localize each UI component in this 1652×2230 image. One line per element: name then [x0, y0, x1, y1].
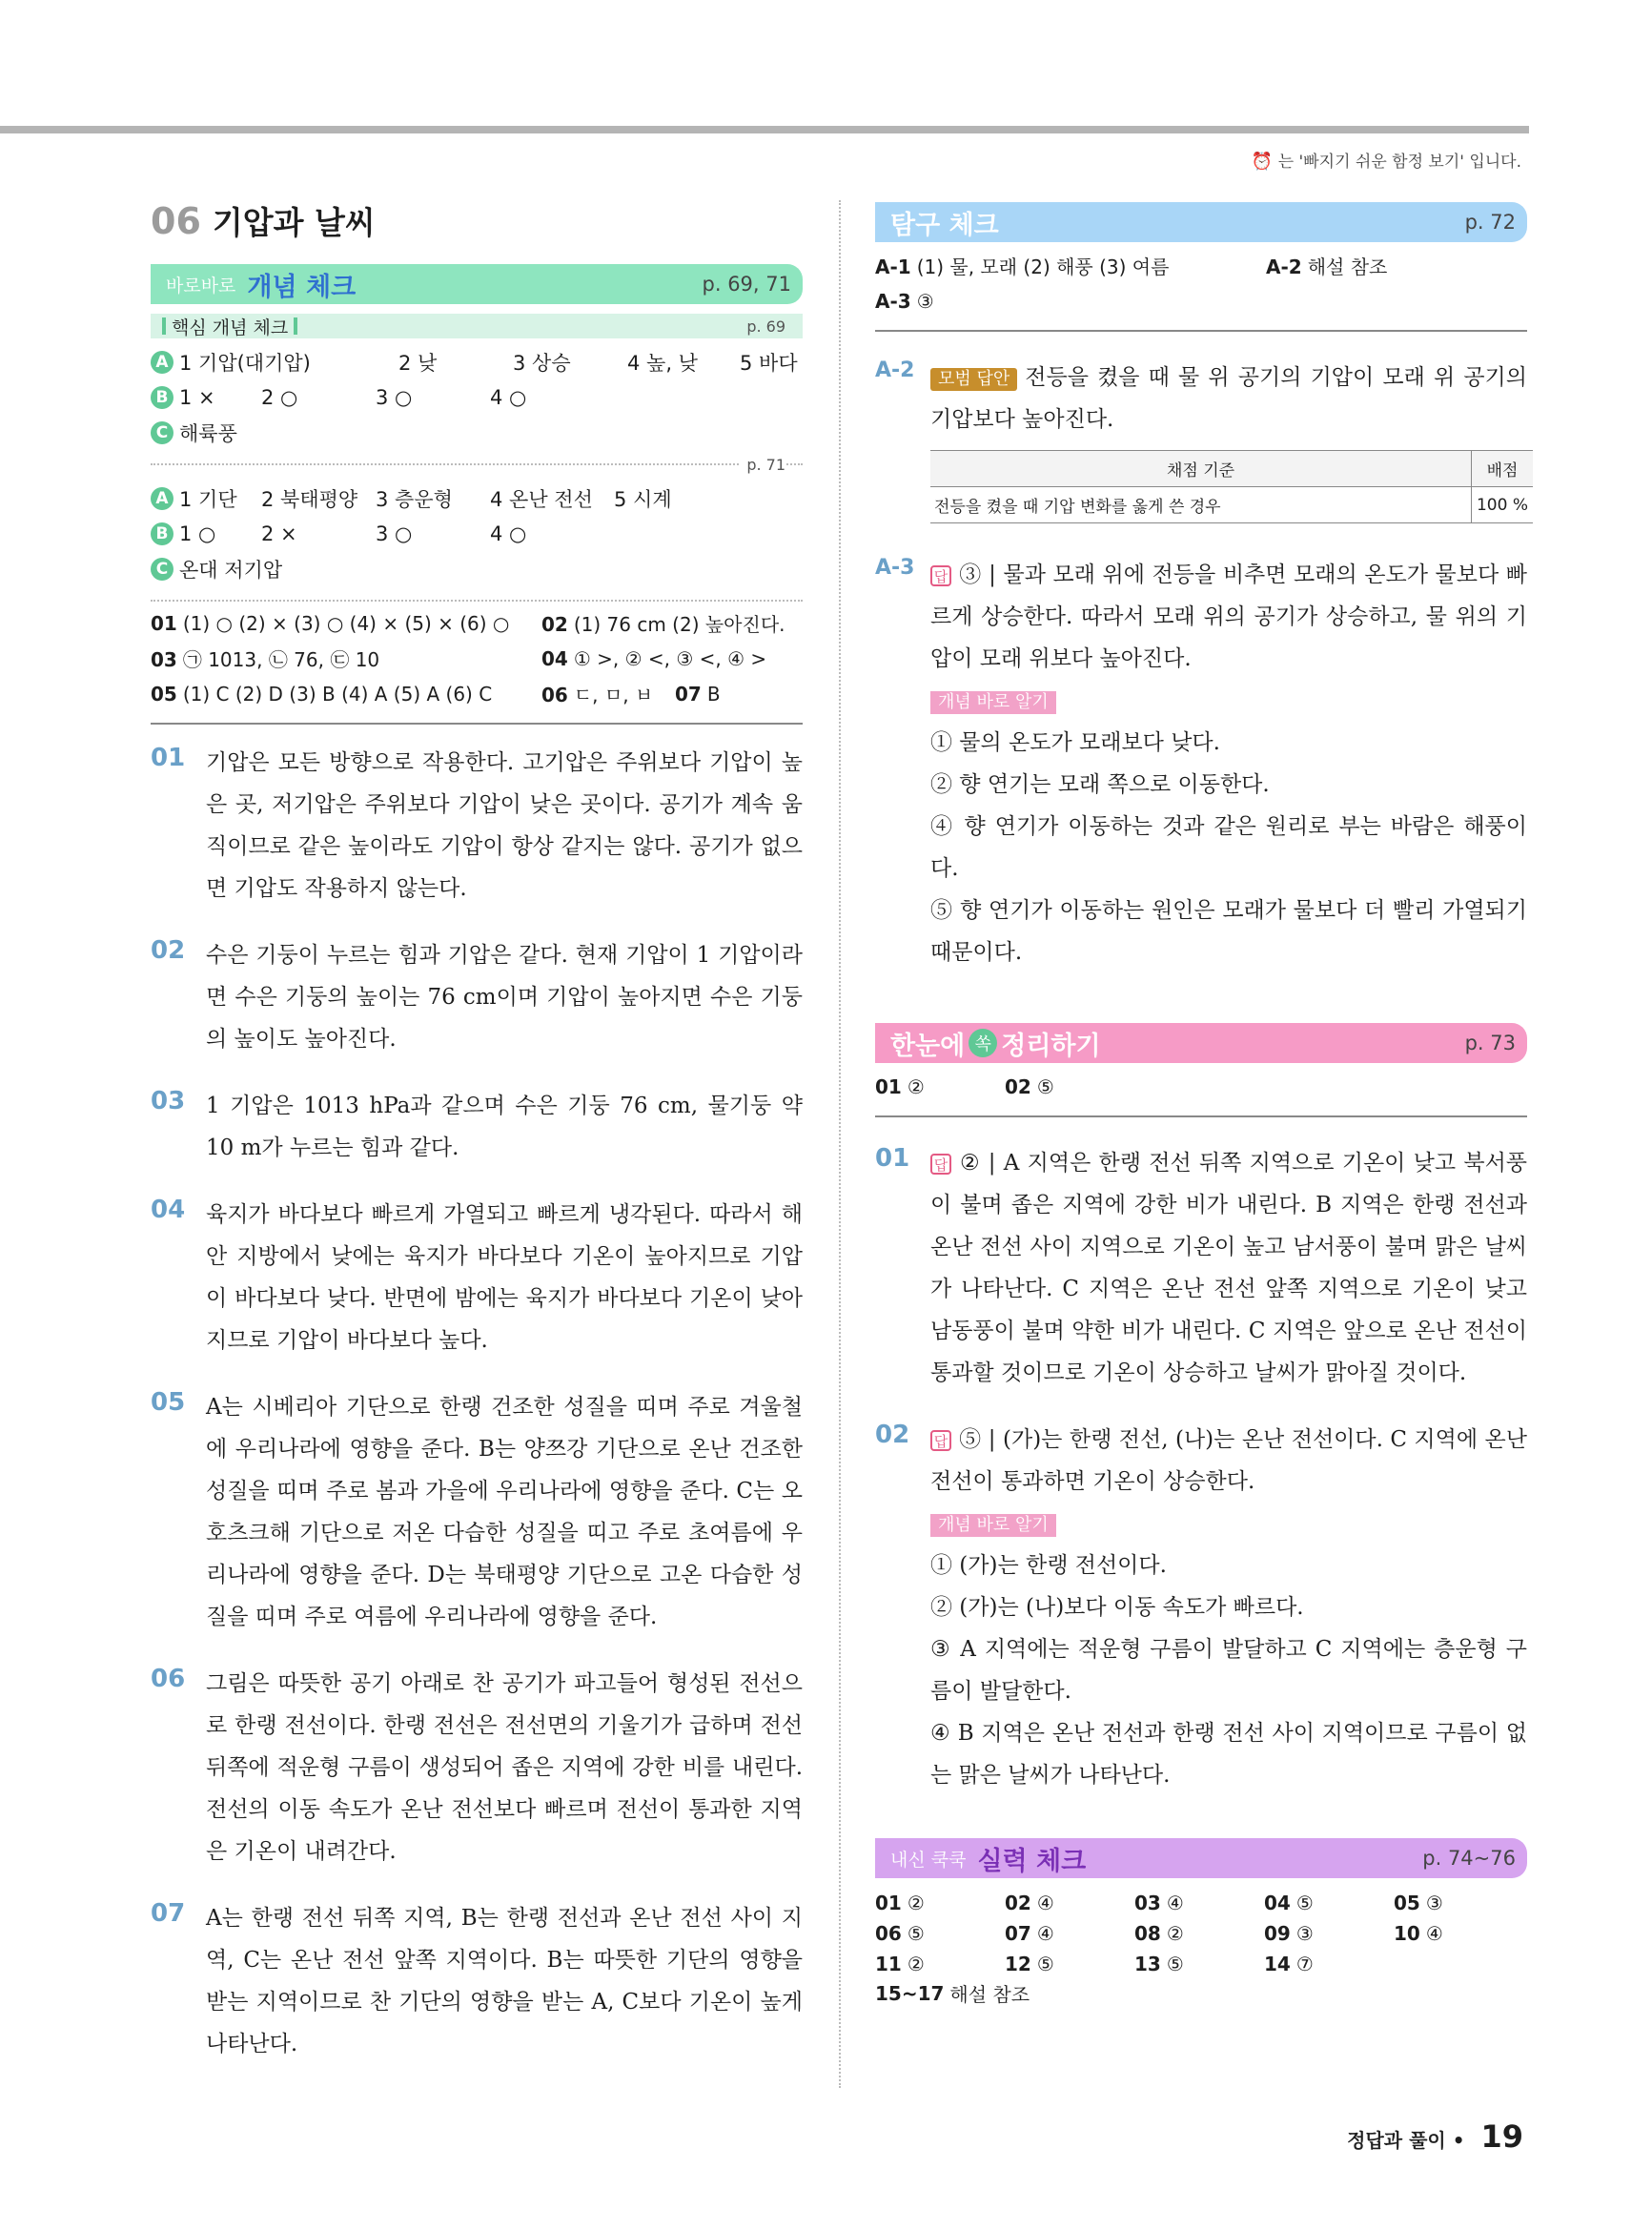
answer-text: ② [907, 1074, 925, 1098]
answer-no: 07 [1005, 1922, 1031, 1945]
item-text: 기압은 모든 방향으로 작용한다. 고기압은 주위보다 기압이 높은 곳, 저기압은 주위보다 기압이 낮은 곳이다. 공기가 계속 움직이므로 같은 높이라도 기압이 항상 같지는 않다. 공기가 없으면 기압도 작용하지 않는다. [206, 750, 803, 901]
left-column [151, 191, 803, 2065]
answer-cell: 2 북태평양 [261, 487, 358, 511]
inquiry-answer-row [875, 283, 1527, 318]
answer-no: 02 [1005, 1892, 1031, 1914]
item-number: 04 [151, 1196, 186, 1224]
skill-banner [875, 1838, 1527, 1878]
answer-text: ② [1166, 1922, 1184, 1945]
answer-no: 10 [1394, 1922, 1420, 1945]
skill-answer [1005, 1922, 1134, 1945]
p71-row-a [151, 481, 803, 516]
answer-no: 01 [875, 1074, 902, 1098]
answer-cell: 4 높, 낮 [627, 351, 698, 375]
inquiry-item-a3: A-3 답 ③ | 물과 모래 위에 전등을 비추면 모래의 온도가 물보다 빠르게 상승한다. 따라서 모래 위의 공기가 상승하고, 물 위의 기압이 모래 위보다 높아진다. 개념 바로 알기 ① 물의 온도가 모래보다 낮다. ② 향 연기는 모래 쪽으로 이동한다. ④ 향 연기가 이동하는 것과 같은 원리로 부는 바람은 해풍이다. ⑤ 향 연기가 이동하는 원인은 모래가 물보다 더 빨리 가열되기 때문이다. [875, 554, 1527, 973]
answer-no: 08 [1134, 1922, 1161, 1945]
subhead-bar [294, 317, 297, 335]
core-concept-subhead [151, 314, 803, 338]
concept-point: ③ A 지역에는 적운형 구름이 발달하고 C 지역에는 층운형 구름이 발달한다. [930, 1637, 1527, 1704]
item-text: 그림은 따뜻한 공기 아래로 찬 공기가 파고들어 형성된 전선으로 한랭 전선이다. 한랭 전선은 전선면의 기울기가 급하며 전선 뒤쪽에 적운형 구름이 생성되어 좁은 지역에 강한 비를 내린다. 전선의 이동 속도가 온난 전선보다 빠르며 전선이 통과한 지역은 기온이 내려간다. [206, 1671, 803, 1864]
banner-title: 개념 체크 [247, 272, 357, 302]
skill-answer [875, 1922, 1005, 1945]
concept-point: ④ B 지역은 온난 전선과 한랭 전선 사이 지역이므로 구름이 없는 맑은 날씨가 나타난다. [930, 1721, 1527, 1788]
answer-cell: 3 ○ [376, 522, 413, 545]
skill-answer [1005, 1892, 1134, 1914]
answer-no: A-2 [1266, 256, 1302, 278]
item-number: 07 [151, 1899, 186, 1928]
inquiry-item-a2 [875, 357, 1527, 440]
answer-no: 05 [1394, 1892, 1420, 1914]
skill-answer [875, 1892, 1005, 1914]
answer-no: A-1 [875, 256, 911, 278]
badge-b: B [151, 386, 173, 409]
answer-cell: 2 × [261, 522, 297, 545]
trap-note [1252, 148, 1521, 172]
banner-page: p. 69, 71 [702, 273, 791, 296]
answer-text: ㉠ 1013, ㉡ 76, ㉢ 10 [182, 648, 380, 671]
p69-row-b [151, 379, 803, 415]
item-number: 06 [151, 1665, 186, 1693]
answer-no: 13 [1134, 1953, 1161, 1975]
summary-rule [875, 1115, 1527, 1117]
top-rule [0, 126, 1529, 133]
skill-answer [1005, 1953, 1134, 1975]
answer-no: 07 [675, 682, 702, 706]
item-text: (가)는 한랭 전선, (나)는 온난 전선이다. C 지역에 온난 전선이 통과하면 기온이 상승한다. [930, 1427, 1527, 1494]
answer-row [151, 676, 803, 711]
inquiry-banner [875, 202, 1527, 242]
answer-text: 해설 참조 [1307, 256, 1388, 278]
skill-answer [1394, 1892, 1523, 1914]
item-answer: ⑤ [959, 1427, 982, 1452]
skill-last-row [875, 1975, 1527, 2011]
banner-circle: 쏙 [969, 1029, 997, 1057]
summary-item: 02 답 ⑤ | (가)는 한랭 전선, (나)는 온난 전선이다. C 지역에 온난 전선이 통과하면 기온이 상승한다. 개념 바로 알기 ① (가)는 한랭 전선이다. ② (가)는 (나)보다 이동 속도가 빠르다. ③ A 지역에는 적운형 구름이 발달하고 C 지역에는 층운형 구름이 발달한다. ④ B 지역은 온난 전선과 한랭 전선 사이 지역이므로 구름이 없는 맑은 날씨가 나타난다. [875, 1419, 1527, 1796]
answer-no: A-3 [875, 289, 911, 313]
answer-no: 04 [1264, 1892, 1291, 1914]
item-number: 02 [875, 1421, 910, 1449]
answer-text: (1) 물, 모래 (2) 해풍 (3) 여름 [916, 256, 1170, 278]
badge-b: B [151, 522, 173, 545]
table-header: 채점 기준 [930, 451, 1472, 487]
alarm-icon: ⏰ [1251, 152, 1274, 172]
answer-cell: 3 ○ [376, 385, 413, 409]
answer-text: (1) C (2) D (3) B (4) A (5) A (6) C [182, 682, 493, 706]
answer-cell: 해륙풍 [179, 421, 237, 445]
answer-text: ② [907, 1953, 925, 1975]
answer-text: B [706, 682, 721, 706]
table-header: 배점 [1472, 451, 1534, 487]
answer-no: 03 [151, 648, 177, 671]
item-text: A 지역은 한랭 전선 뒤쪽 지역으로 기온이 낮고 북서풍이 불며 좁은 지역에 강한 비가 내린다. B 지역은 한랭 전선과 온난 전선 사이 지역으로 기온이 높고 남서풍이 불며 맑은 날씨가 나타난다. C 지역은 온난 전선 앞쪽 지역으로 기온이 낮고 남동풍이 불며 약한 비가 내린다. C 지역은 앞으로 온난 전선이 통과할 것이므로 기온이 상승하고 날씨가 맑아질 것이다. [930, 1151, 1527, 1385]
item-text: 육지가 바다보다 빠르게 가열되고 빠르게 냉각된다. 따라서 해안 지방에서 낮에는 육지가 바다보다 기온이 높아지므로 기압이 바다보다 낮다. 반면에 밤에는 육지가 바다보다 기온이 낮아지므로 기압이 바다보다 높다. [206, 1202, 803, 1353]
p69-row-c [151, 415, 803, 450]
badge-c: C [151, 558, 173, 581]
model-answer-tag: 모범 답안 [930, 368, 1017, 391]
answer-cell: 2 낮 [398, 351, 438, 375]
section-title [151, 198, 803, 243]
scoring-table [930, 450, 1533, 523]
answer-cell: 3 층운형 [376, 487, 453, 511]
concept-point: ⑤ 향 연기가 이동하는 원인은 모래가 물보다 더 빨리 가열되기 때문이다. [930, 898, 1527, 965]
answer-no: 11 [875, 1953, 902, 1975]
answer-cell: 4 ○ [490, 522, 527, 545]
answer-text: ④ [1036, 1892, 1054, 1914]
answer-no: 01 [875, 1892, 902, 1914]
banner-title: 정리하기 [1001, 1031, 1101, 1061]
banner-small: 내신 쿡쿡 [890, 1849, 967, 1871]
answer-no: 09 [1264, 1922, 1291, 1945]
banner-title: 실력 체크 [977, 1846, 1087, 1876]
answer-cell: 1 기압(대기압) [179, 351, 311, 375]
column-divider [839, 200, 841, 2088]
answer-no: 12 [1005, 1953, 1031, 1975]
skill-answer-grid [875, 1892, 1527, 1975]
answer-no: 15~17 [875, 1981, 945, 2005]
answer-no: 02 [541, 613, 568, 636]
answer-text: (1) ○ (2) × (3) ○ (4) × (5) × (6) ○ [182, 611, 510, 635]
item-text: 수은 기둥이 누르는 힘과 기압은 같다. 현재 기압이 1 기압이라면 수은 기둥의 높이는 76 cm이며 기압이 높아지면 수은 기둥의 높이도 높아진다. [206, 943, 803, 1052]
answers-divider [151, 600, 803, 605]
answer-text: ⑤ [907, 1922, 925, 1945]
trap-note-text: 는 '빠지기 쉬운 함정 보기' 입니다. [1277, 153, 1521, 172]
item-number: 03 [151, 1087, 186, 1115]
answer-cell: 4 온난 전선 [490, 487, 593, 511]
summary-answer-row [875, 1069, 1527, 1104]
banner-page: p. 74~76 [1422, 1847, 1516, 1870]
page-number: 19 [1480, 2118, 1523, 2155]
badge-a: A [151, 487, 173, 510]
item-number: 01 [151, 744, 186, 772]
answer-no: 03 [1134, 1892, 1161, 1914]
answer-no: 05 [151, 682, 177, 706]
answer-text: ④ [1425, 1922, 1443, 1945]
subhead-page: p. 69 [746, 317, 785, 336]
item-text: A는 시베리아 기단으로 한랭 건조한 성질을 띠며 주로 겨울철에 우리나라에 영향을 준다. B는 양쯔강 기단으로 온난 건조한 성질을 띠며 주로 봄과 가을에 우리나라에 영향을 준다. C는 오호츠크해 기단으로 저온 다습한 성질을 띠고 주로 초여름에 우리나라에 영향을 준다. D는 북태평양 기단으로 고온 다습한 성질을 띠며 주로 여름에 우리나라에 영향을 준다. [206, 1395, 803, 1629]
item-number: 02 [151, 936, 186, 965]
item-number: A-3 [875, 556, 915, 580]
p71-label: p. 71 [741, 456, 785, 474]
explanation-item [151, 1897, 803, 2065]
skill-answer [1264, 1922, 1394, 1945]
item-text: 전등을 켰을 때 물 위 공기의 기압이 모래 위 공기의 기압보다 높아진다. [930, 365, 1527, 432]
answer-no: 04 [541, 646, 568, 670]
summary-banner [875, 1023, 1527, 1063]
inquiry-answer-row [875, 248, 1527, 283]
footer-label: 정답과 풀이 [1347, 2129, 1446, 2152]
concept-tag: 개념 바로 알기 [930, 1514, 1056, 1537]
answer-text: ⑤ [1295, 1892, 1314, 1914]
concept-point: ② (가)는 (나)보다 이동 속도가 빠르다. [930, 1595, 1304, 1620]
p71-divider [151, 456, 803, 481]
answer-cell: 1 기단 [179, 487, 237, 511]
skill-answer [1264, 1892, 1394, 1914]
explanation-item [151, 1663, 803, 1872]
answer-text: ④ [1036, 1922, 1054, 1945]
concept-point: ② 향 연기는 모래 쪽으로 이동한다. [930, 772, 1270, 797]
answer-text: ⑤ [1036, 1074, 1054, 1098]
banner-small: 바로바로 [166, 275, 236, 297]
answer-no: 01 [151, 611, 177, 635]
p69-row-a [151, 344, 803, 379]
right-column [875, 202, 1527, 2011]
answer-cell: 5 바다 [740, 351, 798, 375]
explanation-item [151, 934, 803, 1060]
p71-row-c [151, 551, 803, 586]
answer-text: ③ [1425, 1892, 1443, 1914]
answer-cell: 4 ○ [490, 385, 527, 409]
item-number: 01 [875, 1144, 910, 1173]
item-answer: ② [959, 1151, 981, 1176]
banner-title: 한눈에 [890, 1031, 966, 1061]
item-text: 물과 모래 위에 전등을 비추면 모래의 온도가 물보다 빠르게 상승한다. 따라서 모래 위의 공기가 상승하고, 물 위의 기압이 모래 위보다 높아진다. [930, 563, 1528, 671]
subhead-text: 핵심 개념 체크 [172, 317, 289, 338]
explanation-item [151, 1194, 803, 1361]
concept-check-banner [151, 264, 803, 304]
skill-answer [1134, 1922, 1264, 1945]
answer-row [151, 605, 803, 641]
skill-answer [1134, 1892, 1264, 1914]
answer-icon: 답 [930, 1430, 951, 1451]
answer-text: ① >, ② <, ③ <, ④ > [573, 646, 767, 670]
table-cell: 전등을 켰을 때 기압 변화를 옳게 쓴 경우 [930, 487, 1472, 523]
concept-point: ① (가)는 한랭 전선이다. [930, 1553, 1167, 1578]
concept-point: ④ 향 연기가 이동하는 것과 같은 원리로 부는 바람은 해풍이다. [930, 814, 1527, 881]
answers-bottom-rule [151, 723, 803, 725]
answer-no: 06 [875, 1922, 902, 1945]
badge-c: C [151, 421, 173, 444]
banner-page: p. 73 [1464, 1032, 1516, 1054]
item-text: 1 기압은 1013 hPa과 같으며 수은 기둥 76 cm, 물기둥 약 10 m가 누르는 힘과 같다. [206, 1094, 803, 1160]
answer-no: 02 [1005, 1074, 1031, 1098]
answer-text: ⑤ [1036, 1953, 1054, 1975]
banner-title: 탐구 체크 [890, 210, 999, 240]
answer-row [151, 641, 803, 676]
answer-text: ③ [1295, 1922, 1314, 1945]
answer-icon: 답 [930, 1154, 951, 1175]
skill-answer [1134, 1953, 1264, 1975]
section-number: 06 [151, 200, 201, 242]
skill-answer [1394, 1922, 1523, 1945]
p71-row-b [151, 516, 803, 551]
page-footer: 정답과 풀이 • 19 [1347, 2118, 1523, 2155]
summary-item: 01 답 ② | A 지역은 한랭 전선 뒤쪽 지역으로 기온이 낮고 북서풍이 불며 좁은 지역에 강한 비가 내린다. B 지역은 한랭 전선과 온난 전선 사이 지역으로 기온이 높고 남서풍이 불며 맑은 날씨가 나타난다. C 지역은 온난 전선 앞쪽 지역으로 기온이 낮고 남동풍이 불며 약한 비가 내린다. C 지역은 앞으로 온난 전선이 통과할 것이므로 기온이 상승하고 날씨가 맑아질 것이다. [875, 1142, 1527, 1394]
answer-no: 06 [541, 684, 568, 706]
answer-cell: 3 상승 [513, 351, 571, 375]
answer-text: ② [907, 1892, 925, 1914]
answer-text: ⑦ [1295, 1953, 1314, 1975]
explanation-item [151, 1386, 803, 1638]
item-answer: ③ [959, 563, 982, 587]
item-number: A-2 [875, 358, 915, 382]
subhead-bar [162, 317, 166, 335]
answer-text: ③ [916, 289, 934, 313]
explanation-item [151, 1085, 803, 1169]
section-title-text: 기압과 날씨 [212, 204, 376, 241]
answer-no: 14 [1264, 1953, 1291, 1975]
explanation-item [151, 742, 803, 910]
answer-cell: 1 ○ [179, 522, 216, 545]
table-cell: 100 % [1472, 487, 1534, 523]
skill-answer [875, 1953, 1005, 1975]
answer-text: ⑤ [1166, 1953, 1184, 1975]
answer-text: ㄷ, ㅁ, ㅂ [573, 684, 654, 706]
banner-page: p. 72 [1464, 211, 1516, 234]
skill-answer [1264, 1953, 1394, 1975]
inquiry-rule [875, 330, 1527, 332]
answer-text: ④ [1166, 1892, 1184, 1914]
badge-a: A [151, 351, 173, 374]
answer-text: 해설 참조 [949, 1983, 1030, 2006]
answer-icon: 답 [930, 565, 951, 586]
item-number: 05 [151, 1388, 186, 1417]
answer-cell: 5 시계 [614, 487, 672, 511]
answer-text: (1) 76 cm (2) 높아진다. [573, 613, 785, 636]
answer-cell: 1 × [179, 385, 215, 409]
answer-cell: 온대 저기압 [179, 558, 283, 582]
answer-cell: 2 ○ [261, 385, 298, 409]
item-text: A는 한랭 전선 뒤쪽 지역, B는 한랭 전선과 온난 전선 사이 지역, C는 온난 전선 앞쪽 지역이다. B는 따뜻한 기단의 영향을 받는 지역이므로 찬 기단의 영향을 받는 A, C보다 기온이 높게 나타난다. [206, 1906, 803, 2056]
concept-point: ① 물의 온도가 모래보다 낮다. [930, 730, 1220, 755]
concept-tag: 개념 바로 알기 [930, 691, 1056, 714]
